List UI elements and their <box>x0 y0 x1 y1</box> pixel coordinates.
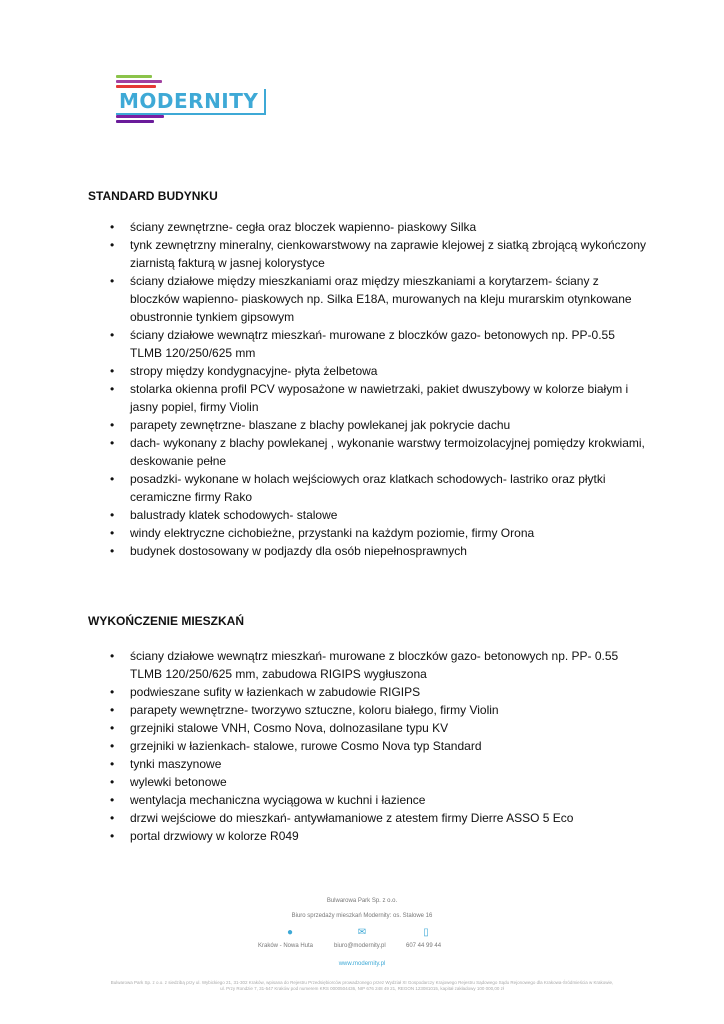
modernity-logo <box>116 75 259 131</box>
finishing-list <box>116 647 646 845</box>
standard-list-item: • windy elektryczne cichobieżne, przystanki na każdym poziomie, firmy Orona <box>116 524 646 542</box>
footer-icons <box>0 928 724 942</box>
finishing-list-item: • portal drzwiowy w kolorze R049 <box>116 827 646 845</box>
standard-list-item: • balustrady klatek schodowych- stalowe <box>116 506 646 524</box>
standard-list-item: • ściany działowe wewnątrz mieszkań- murowane z bloczków gazo- betonowych np. PP-0.55 TLMB 120/250/625 mm <box>116 326 646 362</box>
standard-list-item: • ściany działowe między mieszkaniami oraz między mieszkaniami a korytarzem- ściany z bloczków wapienno- piaskowych np. Silka E18A, murowanych na kleju murarskim otynkowane obustronnie tynkiem gipsowym <box>116 272 646 326</box>
logo-stripe <box>116 120 154 123</box>
footer-location: Kraków - Nowa Huta <box>258 943 314 949</box>
footer-company: Bulwarowa Park Sp. z o.o. <box>326 898 398 904</box>
finishing-list-item: • ściany działowe wewnątrz mieszkań- murowane z bloczków gazo- betonowych np. PP- 0.55 TLMB 120/250/625 mm, zabudowa RIGIPS wygłuszona <box>116 647 646 683</box>
standard-list-item: • stropy między kondygnacyjne- płyta żelbetowa <box>116 362 646 380</box>
section-title-standard: STANDARD BUDYNKU <box>88 189 218 203</box>
standard-list-item: • posadzki- wykonane w holach wejściowych oraz klatkach schodowych- lastriko oraz płytki ceramiczne firmy Rako <box>116 470 646 506</box>
logo-stripe <box>116 80 162 83</box>
standard-list-item: • parapety zewnętrzne- blaszane z blachy powlekanej jak pokrycie dachu <box>116 416 646 434</box>
finishing-list-item: • tynki maszynowe <box>116 755 646 773</box>
finishing-list-item: • wylewki betonowe <box>116 773 646 791</box>
footer-office: Biuro sprzedaży mieszkań Modernity: os. Stalowe 16 <box>291 913 433 919</box>
section-title-finishing: WYKOŃCZENIE MIESZKAŃ <box>88 614 244 628</box>
standard-list <box>116 218 646 560</box>
standard-list-item: • stolarka okienna profil PCV wyposażone w nawietrzaki, pakiet dwuszybowy w kolorze białym i jasny popiel, firmy Violin <box>116 380 646 416</box>
logo-stripe <box>116 115 164 118</box>
finishing-list-item: • wentylacja mechaniczna wyciągowa w kuchni i łazience <box>116 791 646 809</box>
finishing-list-item: • parapety wewnętrzne- tworzywo sztuczne, koloru białego, firmy Violin <box>116 701 646 719</box>
finishing-list-item: • podwieszane sufity w łazienkach w zabudowie RIGIPS <box>116 683 646 701</box>
finishing-list-item: • drzwi wejściowe do mieszkań- antywłamaniowe z atestem firmy Dierre ASSO 5 Eco <box>116 809 646 827</box>
logo-stripe <box>116 85 156 88</box>
footer-website[interactable]: www.modernity.pl <box>338 961 386 967</box>
location-pin-icon: ● <box>286 927 294 938</box>
logo-wordmark: MODERNITY <box>116 89 266 115</box>
phone-icon: ▯ <box>423 927 429 938</box>
standard-list-item: • ściany zewnętrzne- cegła oraz bloczek wapienno- piaskowy Silka <box>116 218 646 236</box>
footer-phone: 607 44 99 44 <box>406 943 442 949</box>
footer-legal: Bulwarowa Park Sp. z o.o. z siedzibą przy ul. Wybickiego 21, 31-302 Kraków, wpisana do Rejestru Przedsiębiorców prowadzonego przez Wydział XI Gospodarczy Krajowego Rejestru Sądowego Sądu Rejonowego dla Krakowa-Śródmieścia w Krakowie, ul. Przy Rondzie 7, 31-547 Kraków pod numerem KRS 0000504436, NIP 676 248 49 21, REGON 123081015, kapitał zakładowy 100 000,00 zł <box>110 980 614 991</box>
standard-list-item: • dach- wykonany z blachy powlekanej , wykonanie warstwy termoizolacyjnej pomiędzy krokwiami, deskowanie pełne <box>116 434 646 470</box>
footer-contacts <box>0 943 724 953</box>
standard-list-item: • tynk zewnętrzny mineralny, cienkowarstwowy na zaprawie klejowej z siatką zbrojącą wykończony ziarnistą fakturą w jasnej kolorystyce <box>116 236 646 272</box>
footer-email[interactable]: biuro@modernity.pl <box>334 943 386 949</box>
logo-stripe <box>116 75 152 78</box>
finishing-list-item: • grzejniki w łazienkach- stalowe, rurowe Cosmo Nova typ Standard <box>116 737 646 755</box>
envelope-icon: ✉ <box>357 927 367 938</box>
finishing-list-item: • grzejniki stalowe VNH, Cosmo Nova, dolnozasilane typu KV <box>116 719 646 737</box>
standard-list-item: • budynek dostosowany w podjazdy dla osób niepełnosprawnych <box>116 542 646 560</box>
